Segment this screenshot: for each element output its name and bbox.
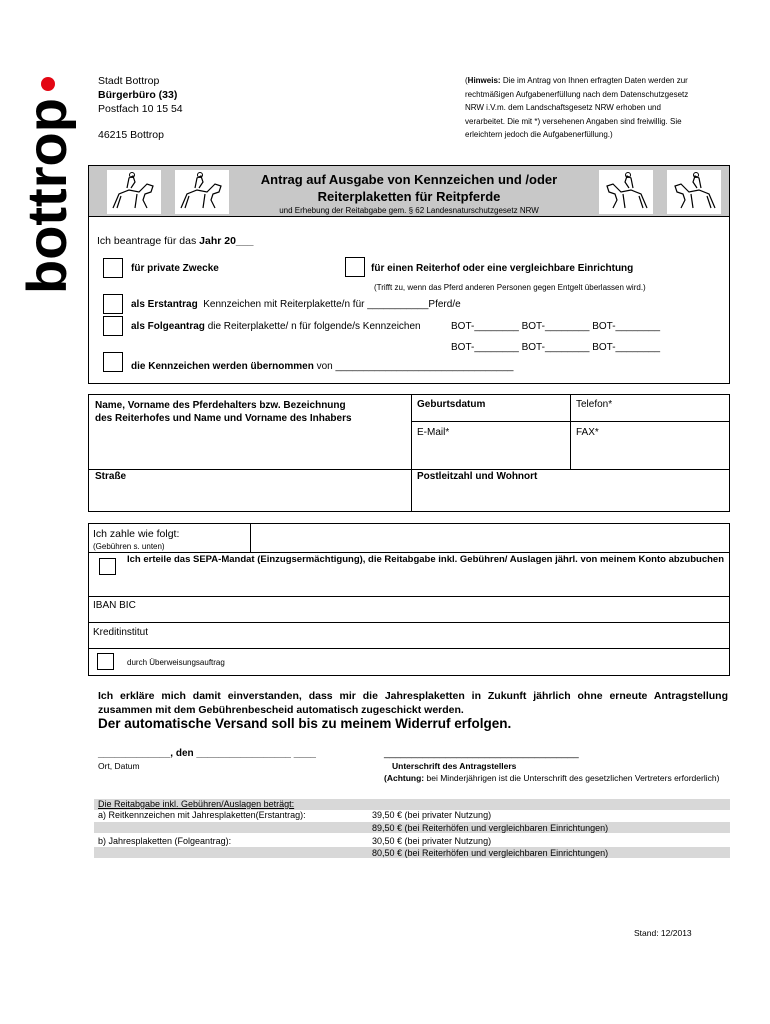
bank-label: Kreditinstitut (93, 627, 149, 638)
bot-fields-row1[interactable]: BOT-________ BOT-________ BOT-________ (451, 321, 661, 332)
payment-heading: Ich zahle wie folgt: (93, 528, 180, 540)
reiterhof-note: (Trifft zu, wenn das Pferd anderen Personen gegen Entgelt überlassen wird.) (374, 283, 646, 292)
year-field[interactable]: Jahr 20___ (199, 235, 254, 247)
privacy-note-label: Hinweis: (467, 76, 501, 85)
fax-label: FAX* (576, 427, 599, 438)
fees-a2: 89,50 € (bei Reiterhöfen und vergleichbaren Einrichtungen) (372, 823, 609, 833)
bot-fields-row2[interactable]: BOT-________ BOT-________ BOT-________ (451, 342, 661, 353)
iban-label: IBAN BIC (93, 600, 136, 611)
title-line1: Antrag auf Ausgabe von Kennzeichen und /oder (260, 172, 558, 187)
sender-line2: Bürgerbüro (33) (98, 89, 178, 101)
reiterhof-checkbox[interactable] (345, 257, 365, 277)
title-banner (88, 165, 730, 217)
privacy-note: (Hinweis: Die im Antrag von Ihnen erfragten Daten werden zur rechtmäßigen Aufgabenerfüllung nach dem Datenschutzgesetz NRW i.V.m. dem Landschaftsgesetz NRW erhoben und verarbeitet. Die mit *) versehenen Angaben sind freiwillig. Sie erleichtern jedoch die Aufgabenerfüllung.) (465, 76, 689, 139)
name-label-2: des Reiterhofes und Name und Vorname des Inhabers (95, 413, 352, 424)
sepa-checkbox[interactable] (99, 558, 116, 575)
sender-line3: Postfach 10 15 54 (98, 103, 183, 115)
uebernommen-line: die Kennzeichen werden übernommen von ________________________________ (131, 361, 514, 372)
payment-section (88, 523, 730, 676)
place-date-field[interactable]: _____________, den _________________ ____ (98, 748, 316, 759)
application-section (88, 217, 730, 384)
title-line2: Reiterplaketten für Reitpferde (317, 189, 501, 204)
zip-city-label: Postleitzahl und Wohnort (417, 471, 538, 482)
ueberweisung-checkbox[interactable] (97, 653, 114, 670)
street-label: Straße (95, 471, 127, 482)
year-line: Ich beantrage für das Jahr 20___ (97, 235, 254, 247)
horse-rider-icon (667, 170, 721, 214)
signature-note: (Achtung: bei Minderjährigen ist die Unterschrift des gesetzlichen Vertreters erforderlich) (384, 773, 720, 783)
fees-a1: 39,50 € (bei privater Nutzung) (372, 810, 492, 820)
sender-address (98, 74, 183, 142)
signature-label: Unterschrift des Antragstellers (392, 761, 517, 771)
declaration-emphasis: Der automatische Versand soll bis zu meinem Widerruf erfolgen. (98, 716, 512, 731)
phone-label: Telefon* (576, 399, 613, 410)
erstantrag-line: als Erstantrag Kennzeichen mit Reiterplakette/n für ___________Pferd/e (131, 299, 461, 310)
logo-dot-icon (41, 77, 55, 91)
horse-rider-icon (599, 170, 653, 214)
fees-b2: 80,50 € (bei Reiterhöfen und vergleichbaren Einrichtungen) (372, 848, 609, 858)
fees-a-label: a) Reitkennzeichen mit Jahresplaketten(Erstantrag): (98, 810, 306, 820)
email-label: E-Mail* (417, 427, 450, 438)
title-subtitle: und Erhebung der Reitabgabe gem. § 62 Landesnaturschutzgesetz NRW (279, 206, 539, 215)
privacy-note-text: Die im Antrag von Ihnen erfragten Daten werden zur rechtmäßigen Aufgabenerfüllung nach dem Datenschutzgesetz NRW i.V.m. dem Landschaftsgesetz NRW erhoben und verarbeitet. Die mit *) versehenen Angaben sind freiwillig. Sie erleichtern jedoch die Aufgabenerfüllung.) (465, 76, 689, 139)
logo-text: bottrop (18, 98, 76, 294)
fees-b1: 30,50 € (bei privater Nutzung) (372, 836, 492, 846)
fees-b-label: b) Jahresplaketten (Folgeantrag): (98, 836, 232, 846)
folgeantrag-line: als Folgeantrag die Reiterplakette/ n für folgende/s Kennzeichen (131, 321, 421, 332)
payment-sub: (Gebühren s. unten) (93, 542, 165, 551)
name-label-1: Name, Vorname des Pferdehalters bzw. Bezeichnung (95, 400, 346, 411)
person-table (88, 394, 730, 512)
sepa-label: Ich erteile das SEPA-Mandat (Einzugsermächtigung), die Reitabgabe inkl. Gebühren/ Auslagen jährl. von meinem Konto abzubuchen (127, 554, 725, 565)
uebernommen-checkbox[interactable] (103, 352, 123, 372)
erstantrag-checkbox[interactable] (103, 294, 123, 314)
signature-field[interactable]: ___________________________________ (384, 748, 579, 759)
place-date-label: Ort, Datum (98, 761, 140, 771)
sender-line4: 46215 Bottrop (98, 129, 164, 141)
fees-heading: Die Reitabgabe inkl. Gebühren/Auslagen beträgt: (98, 799, 295, 809)
private-label: für private Zwecke (131, 263, 219, 274)
bottrop-logo (18, 72, 76, 302)
stand-date: Stand: 12/2013 (634, 928, 692, 938)
birthdate-label: Geburtsdatum (417, 399, 486, 410)
fees-table (94, 799, 730, 864)
folgeantrag-checkbox[interactable] (103, 316, 123, 336)
declaration-text: Ich erkläre mich damit einverstanden, dass mir die Jahresplaketten in Zukunft jährlich ohne erneute Antragstellung zusammen mit dem Gebührenbescheid automatisch zugeschickt werden. (98, 690, 728, 716)
ueberweisung-label: durch Überweisungsauftrag (127, 658, 225, 667)
sender-line1: Stadt Bottrop (98, 75, 160, 87)
reiterhof-label: für einen Reiterhof oder eine vergleichbare Einrichtung (371, 263, 634, 274)
private-checkbox[interactable] (103, 258, 123, 278)
